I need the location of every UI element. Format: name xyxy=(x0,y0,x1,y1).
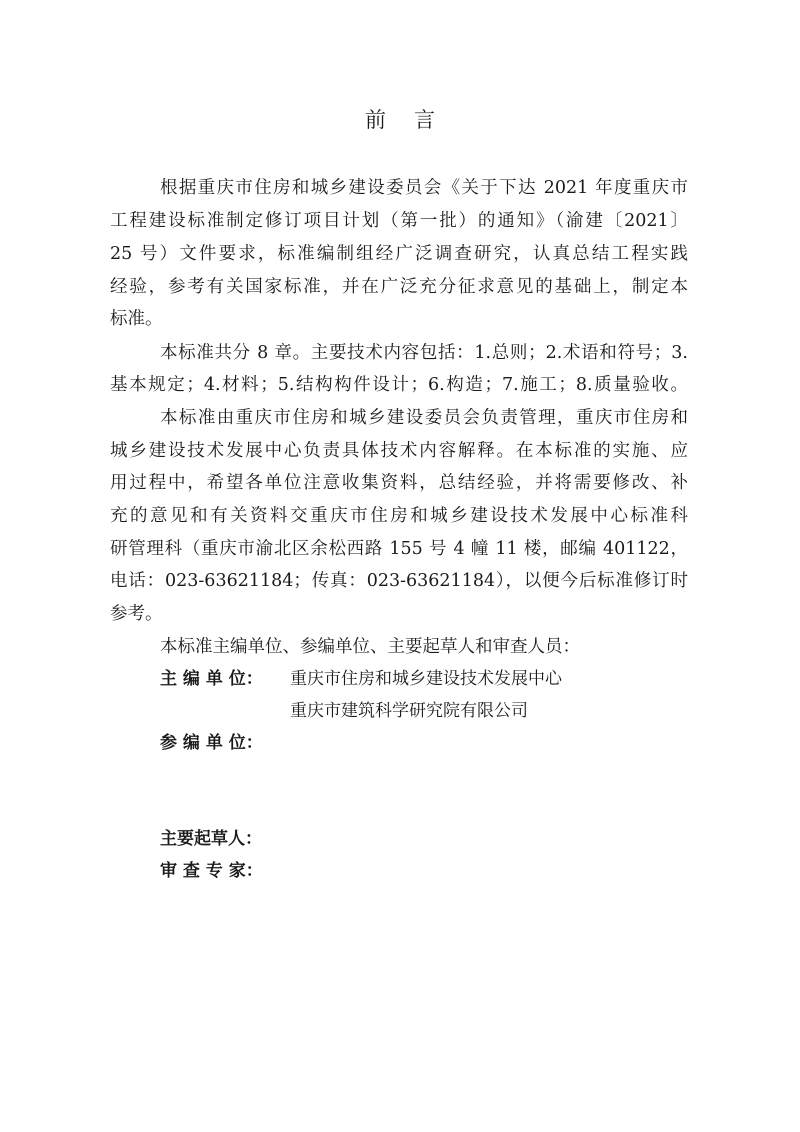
chief-unit-2: 重庆市建筑科学研究院有限公司 xyxy=(290,701,528,721)
title-char-2: 言 xyxy=(414,108,435,132)
chief-units-label: 主 编 单 位： xyxy=(160,669,263,689)
paragraph-line: 工程建设标准制定修订项目计划（第一批）的通知》（渝建〔2021〕 xyxy=(110,211,688,231)
paragraph-line: 本标准由重庆市住房和城乡建设委员会负责管理，重庆市住房和 xyxy=(160,408,688,428)
paragraph-line: 充的意见和有关资料交重庆市住房和城乡建设技术发展中心标准科 xyxy=(110,506,688,526)
title-char-1: 前 xyxy=(365,108,386,132)
paragraph-line: 本标准主编单位、参编单位、主要起草人和审查人员： xyxy=(160,637,580,657)
participating-units-label: 参 编 单 位： xyxy=(160,733,263,753)
paragraph-line: 基本规定；4.材料；5.结构构件设计；6.构造；7.施工；8.质量验收。 xyxy=(110,375,688,395)
paragraph-line: 根据重庆市住房和城乡建设委员会《关于下达 2021 年度重庆市 xyxy=(160,178,688,198)
page-title xyxy=(0,104,800,134)
chief-unit-1: 重庆市住房和城乡建设技术发展中心 xyxy=(290,669,562,689)
paragraph-line: 参考。 xyxy=(110,604,163,624)
paragraph-line: 25 号）文件要求，标准编制组经广泛调查研究，认真总结工程实践 xyxy=(110,244,688,264)
paragraph-line: 研管理科（重庆市渝北区余松西路 155 号 4 幢 11 楼，邮编 401122， xyxy=(110,539,688,559)
paragraph-line: 经验，参考有关国家标准，并在广泛充分征求意见的基础上，制定本 xyxy=(110,277,688,297)
paragraph-line: 本标准共分 8 章。主要技术内容包括：1.总则；2.术语和符号；3. xyxy=(160,343,688,363)
paragraph-line: 用过程中，希望各单位注意收集资料，总结经验，并将需要修改、补 xyxy=(110,473,688,493)
paragraph-line: 标准。 xyxy=(110,309,163,329)
review-experts-label: 审 查 专 家： xyxy=(160,861,263,881)
main-drafters-label: 主要起草人： xyxy=(160,829,262,849)
paragraph-line: 城乡建设技术发展中心负责具体技术内容解释。在本标准的实施、应 xyxy=(110,441,688,461)
paragraph-line: 电话：023-63621184；传真：023-63621184），以便今后标准修订时 xyxy=(110,571,688,591)
